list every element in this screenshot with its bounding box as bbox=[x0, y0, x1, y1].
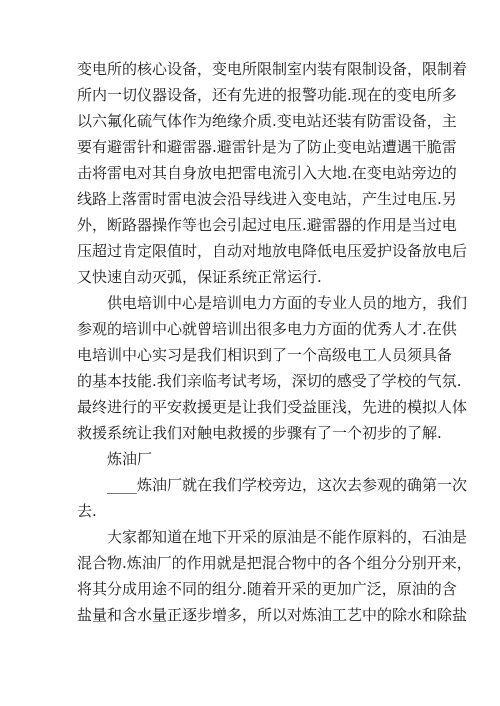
text-line: 要有避雷针和避雷器.避雷针是为了防止变电站遭遇干脆雷 bbox=[77, 138, 457, 156]
text-line: 救援系统让我们对触电救援的步骤有了一个初步的了解. bbox=[77, 424, 442, 442]
paragraph-start-line: ____炼油厂就在我们学校旁边，这次去参观的确第一次 bbox=[107, 476, 468, 494]
text-line: 盐量和含水量正逐步增多，所以对炼油工艺中的除水和除盐 bbox=[77, 606, 468, 624]
paragraph-start-line: 供电培训中心是培训电力方面的专业人员的地方，我们 bbox=[107, 294, 468, 312]
text-line: 最终进行的平安救援更是让我们受益匪浅，先进的模拟人体 bbox=[77, 398, 468, 416]
text-line: 以六氟化硫气体作为绝缘介质.变电站还装有防雷设备，主 bbox=[77, 112, 457, 130]
body-text bbox=[77, 56, 472, 628]
text-line: 变电所的核心设备，变电所限制室内装有限制设备，限制着 bbox=[77, 60, 468, 78]
text-line: 外，断路器操作等也会引起过电压.避雷器的作用是当过电 bbox=[77, 216, 457, 234]
section-heading: 炼油厂 bbox=[107, 450, 153, 468]
text-line: 压超过肯定限值时，自动对地放电降低电压爱护设备放电后 bbox=[77, 242, 468, 260]
text-line: 去. bbox=[77, 502, 97, 520]
text-line: 又快速自动灭弧，保证系统正常运行. bbox=[77, 268, 322, 286]
text-line: 电培训中心实习是我们相识到了一个高级电工人员须具备 bbox=[77, 346, 453, 364]
text-line: 参观的培训中心就曾培训出很多电力方面的优秀人才.在供 bbox=[77, 320, 457, 338]
text-line: 的基本技能.我们亲临考试考场，深切的感受了学校的气氛. bbox=[77, 372, 462, 390]
text-line: 混合物.炼油厂的作用就是把混合物中的各个组分分别开来， bbox=[77, 554, 472, 572]
paragraph-start-line: 大家都知道在地下开采的原油是不能作原料的，石油是 bbox=[107, 528, 468, 546]
text-line: 击将雷电对其自身放电把雷电流引入大地.在变电站旁边的 bbox=[77, 164, 457, 182]
text-line: 所内一切仪器设备，还有先进的报警功能.现在的变电所多 bbox=[77, 86, 457, 104]
text-line: 线路上落雷时雷电波会沿导线进入变电站，产生过电压.另 bbox=[77, 190, 457, 208]
text-line: 将其分成用途不同的组分.随着开采的更加广泛，原油的含 bbox=[77, 580, 457, 598]
